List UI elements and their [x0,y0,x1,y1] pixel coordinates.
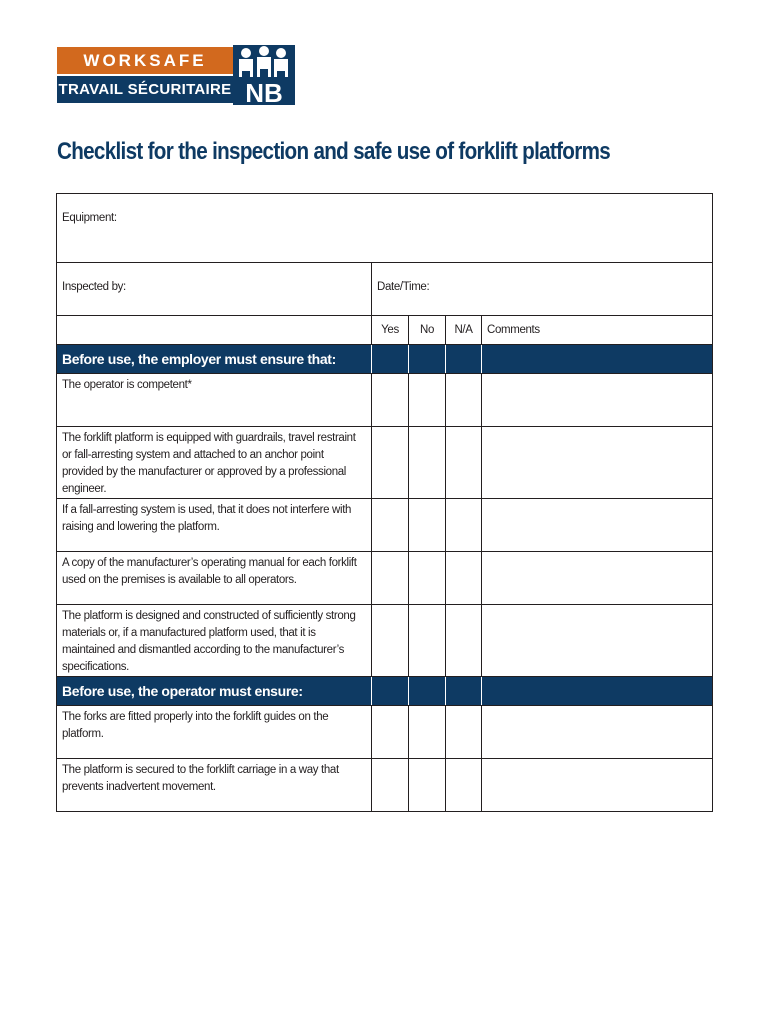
no-cell[interactable] [409,706,446,759]
header-no: No [409,316,446,345]
equipment-row [57,194,713,263]
na-cell[interactable] [446,759,482,812]
equipment-field[interactable] [57,194,713,263]
yes-cell[interactable] [372,759,409,812]
comments-cell[interactable] [482,605,713,677]
comments-cell[interactable] [482,706,713,759]
logo-worksafe-text: WORKSAFE [83,50,207,70]
item-text: The platform is secured to the forklift carriage in a way that prevents inadvertent movement. [57,759,372,812]
item-text: If a fall-arresting system is used, that it does not interfere with raising and lowering the platform. [57,499,372,552]
inspected-by-field[interactable] [57,263,372,316]
yes-cell[interactable] [372,374,409,427]
yes-cell[interactable] [372,552,409,605]
comments-cell[interactable] [482,759,713,812]
column-header-row [57,316,713,345]
logo-nb-text: NB [245,78,283,105]
na-cell[interactable] [446,706,482,759]
comments-cell[interactable] [482,427,713,499]
people-figures-icon [233,45,295,105]
inspection-checklist-table [56,193,713,812]
no-cell[interactable] [409,374,446,427]
no-cell[interactable] [409,552,446,605]
section-header-employer [57,345,713,374]
yes-cell[interactable] [372,706,409,759]
header-na: N/A [446,316,482,345]
checklist-item [57,374,713,427]
item-text: The operator is competent* [57,374,372,427]
section-heading: Before use, the employer must ensure that: [57,345,372,374]
header-blank-cell [57,316,372,345]
checklist-item [57,759,713,812]
item-text: The forks are fitted properly into the forklift guides on the platform. [57,706,372,759]
na-cell[interactable] [446,552,482,605]
comments-cell[interactable] [482,499,713,552]
date-time-field[interactable] [372,263,713,316]
section-heading: Before use, the operator must ensure: [57,677,372,706]
logo-worksafe-band [57,47,233,74]
header-yes: Yes [372,316,409,345]
inspected-by-label: Inspected by: [62,281,126,293]
no-cell[interactable] [409,427,446,499]
logo-travail-text: TRAVAIL SÉCURITAIRE [58,81,232,98]
na-cell[interactable] [446,374,482,427]
comments-cell[interactable] [482,552,713,605]
na-cell[interactable] [446,427,482,499]
checklist-item [57,427,713,499]
checklist-item [57,499,713,552]
item-text: A copy of the manufacturer’s operating manual for each forklift used on the premises is available to all operators. [57,552,372,605]
logo-travail-band [57,76,233,103]
yes-cell[interactable] [372,499,409,552]
checklist-item [57,706,713,759]
no-cell[interactable] [409,759,446,812]
checklist-item [57,552,713,605]
na-cell[interactable] [446,605,482,677]
section-header-operator [57,677,713,706]
item-text: The forklift platform is equipped with guardrails, travel restraint or fall-arresting system and attached to an anchor point provided by the manufacturer or approved by a professional engineer. [57,427,372,499]
inspected-row [57,263,713,316]
page-title: Checklist for the inspection and safe use of forklift platforms [57,138,611,165]
na-cell[interactable] [446,499,482,552]
header-comments: Comments [482,316,713,345]
checklist-item [57,605,713,677]
yes-cell[interactable] [372,427,409,499]
equipment-label: Equipment: [62,212,117,224]
no-cell[interactable] [409,605,446,677]
yes-cell[interactable] [372,605,409,677]
no-cell[interactable] [409,499,446,552]
worksafe-nb-logo [57,45,297,105]
item-text: The platform is designed and constructed of sufficiently strong materials or, if a manufactured platform used, that it is maintained and dismantled according to the manufacturer’s specifications. [57,605,372,677]
date-time-label: Date/Time: [377,281,430,293]
comments-cell[interactable] [482,374,713,427]
